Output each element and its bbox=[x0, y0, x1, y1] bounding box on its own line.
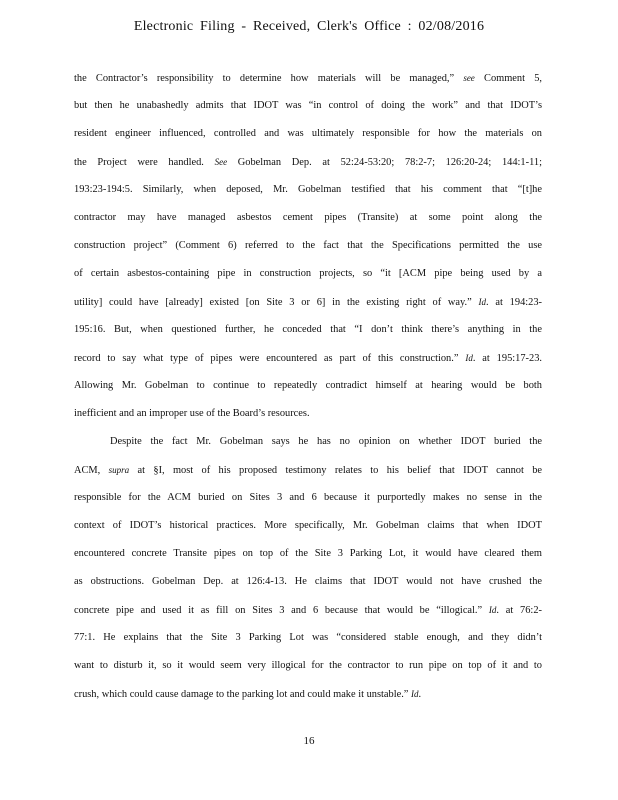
line-text: resident engineer influenced, controlled and was ultimately responsible for how the materials on bbox=[74, 128, 542, 139]
line-text: . bbox=[418, 689, 422, 700]
text-line bbox=[74, 372, 542, 400]
line-text: utility] could have [already] existed [on Site 3 or 6] in the existing right of way.” bbox=[74, 297, 479, 308]
text-line bbox=[74, 344, 542, 372]
line-text: contractor may have managed asbestos cement pipes (Transite) at some point along the bbox=[74, 212, 542, 223]
citation-signal: See bbox=[214, 157, 228, 167]
line-text: . at 76:2- bbox=[496, 605, 542, 616]
body-text bbox=[74, 64, 542, 708]
line-text: encountered concrete Transite pipes on top of the Site 3 Parking Lot, it would have cleared them bbox=[74, 548, 542, 559]
line-text: of certain asbestos-containing pipe in construction projects, so “it [ACM pipe being used by a bbox=[74, 268, 542, 279]
text-line bbox=[74, 260, 542, 288]
text-line bbox=[74, 540, 542, 568]
line-text: context of IDOT’s historical practices. More specifically, Mr. Gobelman claims that when IDOT bbox=[74, 520, 542, 531]
text-line bbox=[74, 176, 542, 204]
citation-signal: Id bbox=[465, 353, 473, 363]
text-line bbox=[74, 288, 542, 316]
text-line bbox=[74, 120, 542, 148]
text-line bbox=[74, 680, 542, 708]
line-text: record to say what type of pipes were encountered as part of this construction.” bbox=[74, 353, 466, 364]
line-text: at §I, most of his proposed testimony relates to his belief that IDOT cannot be bbox=[129, 465, 543, 476]
text-line bbox=[74, 64, 542, 92]
text-line bbox=[74, 512, 542, 540]
line-text: Gobelman Dep. at 52:24-53:20; 78:2-7; 126:20-24; 144:1-11; bbox=[227, 157, 542, 168]
filing-header: Electronic Filing - Received, Clerk's Office : 02/08/2016 bbox=[133, 19, 485, 34]
line-text: inefficient and an improper use of the Board’s resources. bbox=[74, 408, 310, 419]
line-text: . at 194:23- bbox=[486, 297, 543, 308]
line-text: but then he unabashedly admits that IDOT was “in control of doing the work” and that IDOT’s bbox=[74, 100, 542, 111]
line-text: ACM, bbox=[74, 465, 109, 476]
text-line bbox=[74, 204, 542, 232]
text-line bbox=[74, 652, 542, 680]
line-text: concrete pipe and used it as fill on Sites 3 and 6 because that would be “illogical.” bbox=[74, 605, 489, 616]
text-line bbox=[74, 484, 542, 512]
text-line bbox=[74, 568, 542, 596]
line-text: responsible for the ACM buried on Sites 3 and 6 because it purportedly makes no sense in the bbox=[74, 492, 542, 503]
line-text: want to disturb it, so it would seem very illogical for the contractor to run pipe on top of it and to bbox=[74, 660, 542, 671]
line-text: Allowing Mr. Gobelman to continue to repeatedly contradict himself at hearing would be both bbox=[74, 380, 542, 391]
citation-signal: Id bbox=[411, 689, 419, 699]
text-line bbox=[74, 596, 542, 624]
line-text: Despite the fact Mr. Gobelman says he has no opinion on whether IDOT buried the bbox=[110, 436, 542, 447]
line-text: crush, which could cause damage to the parking lot and could make it unstable.” bbox=[74, 689, 412, 700]
text-line bbox=[74, 400, 542, 428]
line-text: the Project were handled. bbox=[74, 157, 215, 168]
line-text: 77:1. He explains that the Site 3 Parking Lot was “considered stable enough, and they didn’t bbox=[74, 632, 542, 643]
line-text: as obstructions. Gobelman Dep. at 126:4-13. He claims that IDOT would not have crushed the bbox=[74, 576, 542, 587]
text-line bbox=[74, 232, 542, 260]
text-line bbox=[74, 428, 542, 456]
citation-signal: Id bbox=[488, 605, 497, 615]
line-text: the Contractor’s responsibility to determine how materials will be managed,” bbox=[74, 73, 464, 84]
text-line bbox=[74, 456, 542, 484]
page-number: 16 bbox=[303, 735, 315, 747]
text-line bbox=[74, 92, 542, 120]
line-text: . at 195:17-23. bbox=[472, 353, 542, 364]
paragraph-1 bbox=[74, 64, 542, 428]
line-text: construction project” (Comment 6) referred to the fact that the Specifications permitted the use bbox=[74, 240, 542, 251]
line-text: Comment 5, bbox=[474, 73, 542, 84]
paragraph-2 bbox=[74, 428, 542, 708]
text-line bbox=[74, 148, 542, 176]
text-line bbox=[74, 624, 542, 652]
citation-signal: supra bbox=[108, 465, 130, 475]
line-text: 195:16. But, when questioned further, he conceded that “I don’t think there’s anything in the bbox=[74, 324, 542, 335]
citation-signal: Id bbox=[478, 297, 487, 307]
line-text: 193:23-194:5. Similarly, when deposed, Mr. Gobelman testified that his comment that “[t]he bbox=[74, 184, 542, 195]
text-line bbox=[74, 316, 542, 344]
citation-signal: see bbox=[463, 73, 475, 83]
